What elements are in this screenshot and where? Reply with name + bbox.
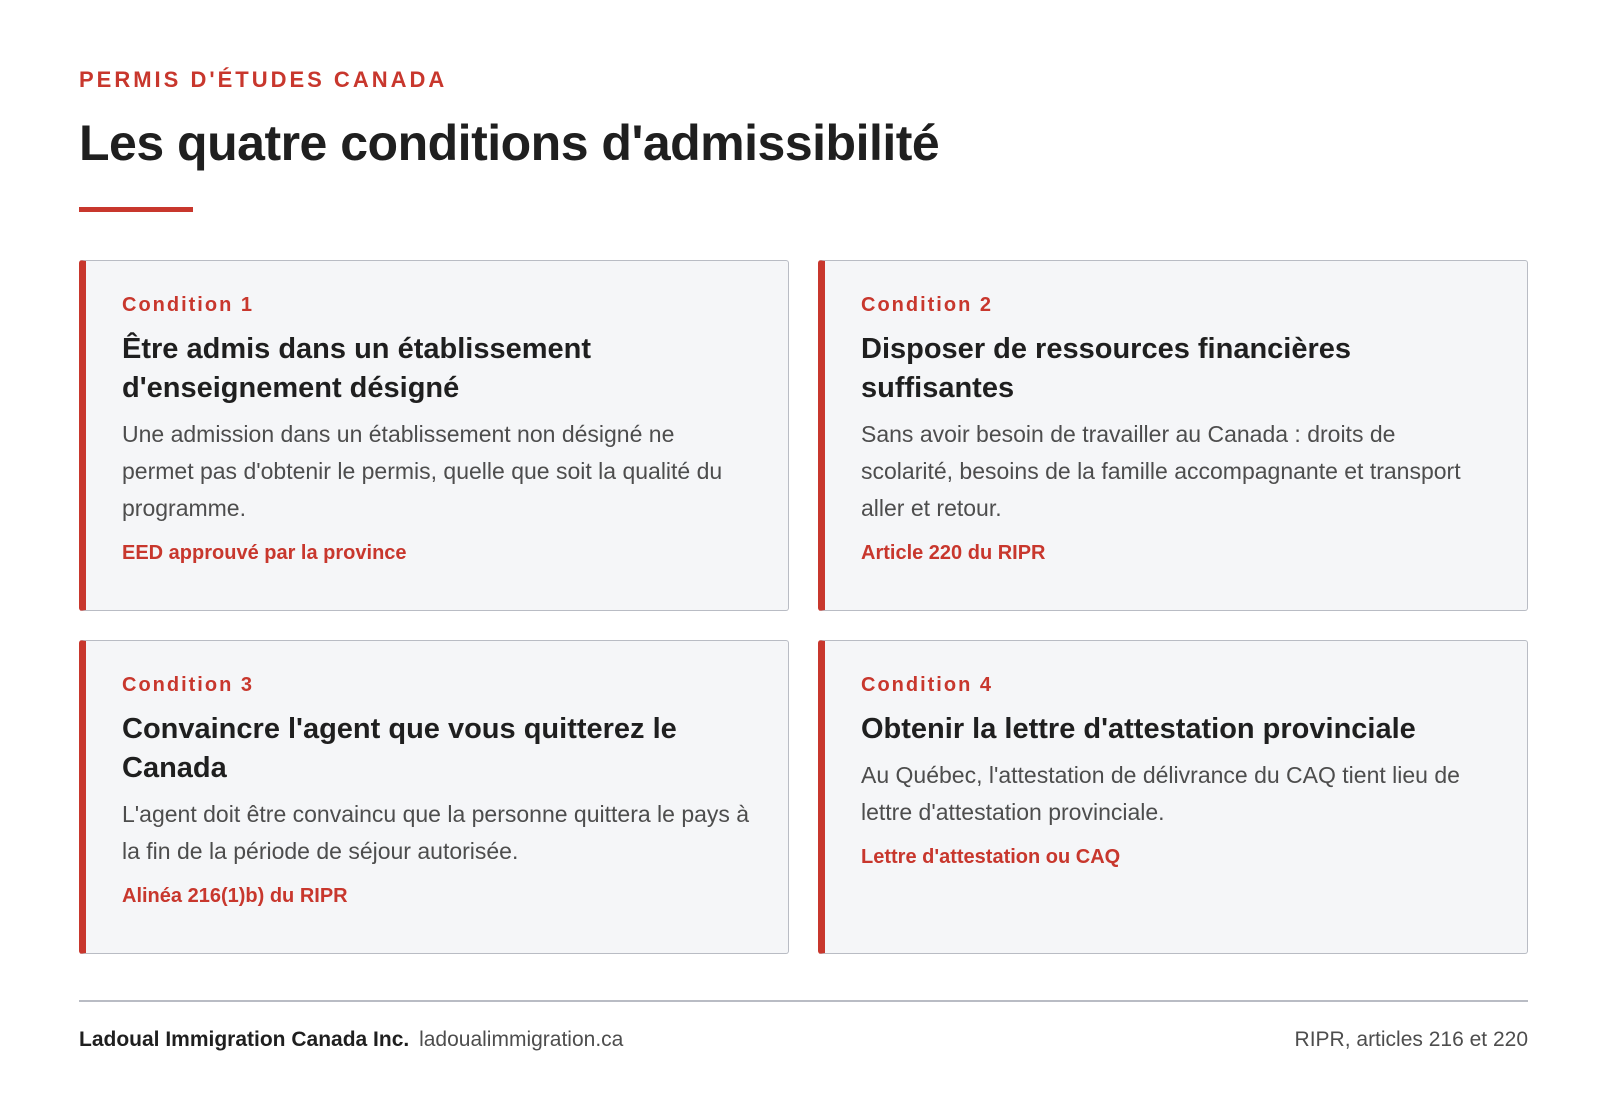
condition-label: Condition 4: [861, 674, 993, 696]
condition-heading: Disposer de ressources financières suffisantes: [861, 333, 1352, 404]
company-name: Ladoual Immigration Canada Inc.: [79, 1028, 410, 1051]
condition-card-1: [79, 260, 789, 611]
condition-reference: Lettre d'attestation ou CAQ: [861, 846, 1121, 868]
footer-credit: [79, 1028, 623, 1052]
condition-description: Au Québec, l'attestation de délivrance du CAQ tient lieu de lettre d'attestation provinciale.: [861, 762, 1460, 825]
condition-card-2: [818, 260, 1528, 611]
condition-description: Une admission dans un établissement non désigné ne permet pas d'obtenir le permis, quelle que soit la qualité du programme.: [122, 421, 723, 521]
condition-description: L'agent doit être convaincu que la personne quittera le pays à la fin de la période de séjour autorisée.: [122, 801, 750, 864]
footer-source: RIPR, articles 216 et 220: [1294, 1028, 1528, 1051]
page-title: Les quatre conditions d'admissibilité: [79, 115, 940, 171]
condition-label: Condition 2: [861, 294, 993, 316]
title-underline: [79, 207, 193, 212]
condition-description: Sans avoir besoin de travailler au Canada : droits de scolarité, besoins de la famille accompagnante et transport aller et retour.: [861, 421, 1461, 521]
condition-card-3: [79, 640, 789, 954]
eyebrow-label: PERMIS D'ÉTUDES CANADA: [79, 67, 448, 92]
condition-reference: Article 220 du RIPR: [861, 542, 1046, 564]
website-link[interactable]: ladoualimmigration.ca: [419, 1028, 624, 1051]
condition-heading: Être admis dans un établissement d'enseignement désigné: [122, 333, 591, 404]
condition-label: Condition 1: [122, 294, 254, 316]
condition-heading: Convaincre l'agent que vous quitterez le Canada: [122, 713, 677, 784]
condition-label: Condition 3: [122, 674, 254, 696]
condition-reference: EED approuvé par la province: [122, 542, 407, 564]
condition-heading: Obtenir la lettre d'attestation provinciale: [861, 713, 1416, 745]
condition-card-4: [818, 640, 1528, 954]
footer-divider: [79, 1000, 1528, 1002]
condition-reference: Alinéa 216(1)b) du RIPR: [122, 885, 348, 907]
page: [79, 0, 1528, 1102]
